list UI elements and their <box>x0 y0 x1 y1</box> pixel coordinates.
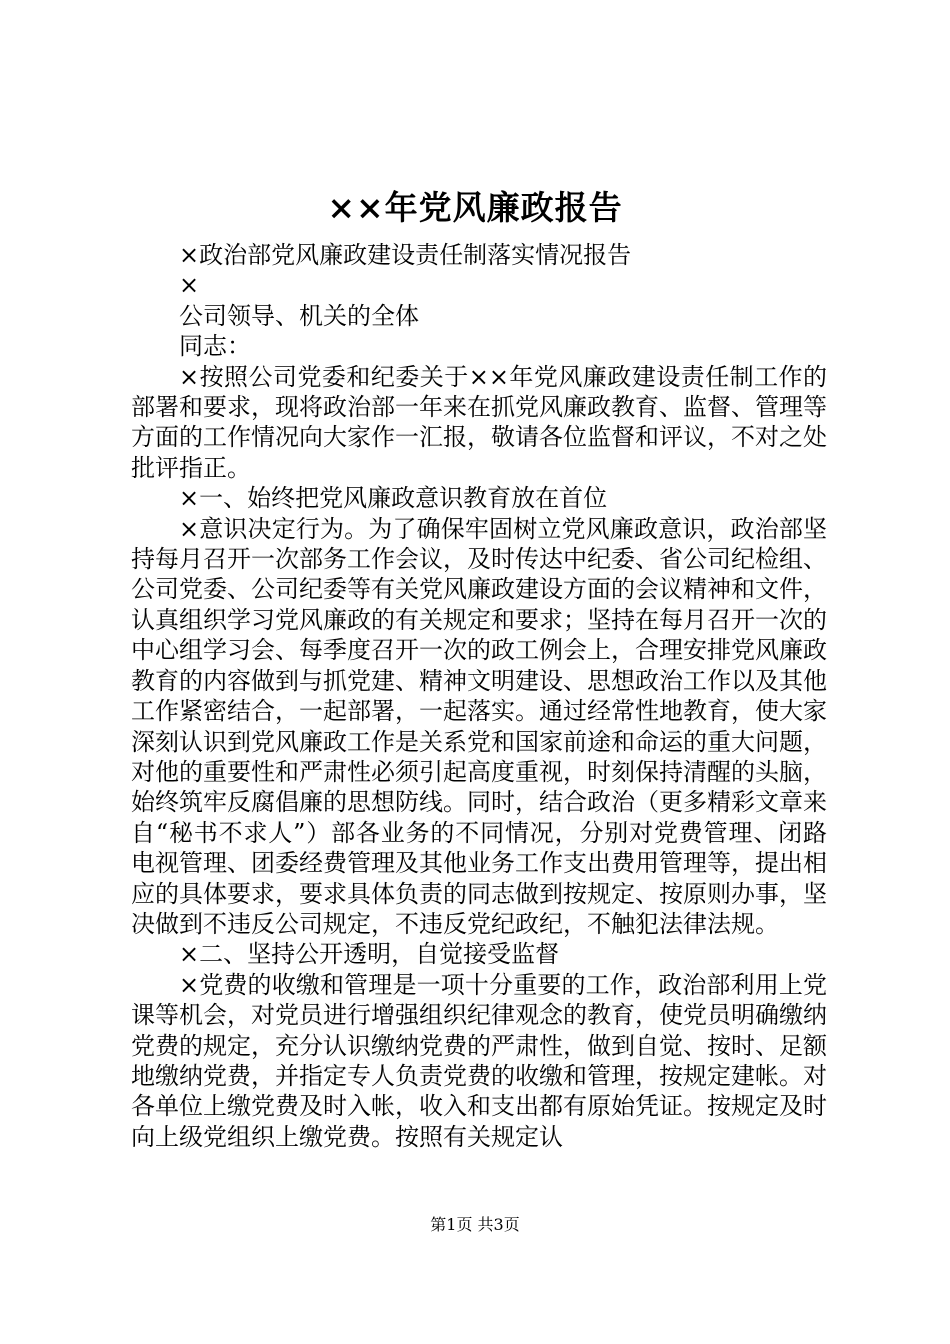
paragraph-section-1: ×意识决定行为。为了确保牢固树立党风廉政意识，政治部坚持每月召开一次部务工作会议，及时传达中纪委、省公司纪检组、公司党委、公司纪委等有关党风廉政建设方面的会议精神和文件，认真组织学习党风廉政的有关规定和要求；坚持在每月召开一次的中心组学习会、每季度召开一次的政工例会上，合理安排党风廉政教育的内容做到与抓党建、精神文明建设、思想政治工作以及其他工作紧密结合，一起部署，一起落实。通过经常性地教育，使大家深刻认识到党风廉政工作是关系党和国家前途和命运的重大问题，对他的重要性和严肃性必须引起高度重视，时刻保持清醒的头脑，始终筑牢反腐倡廉的思想防线。同时，结合政治（更多精彩文章来自“秘书不求人”）部各业务的不同情况，分别对党费管理、闭路电视管理、团委经费管理及其他业务工作支出费用管理等，提出相应的具体要求，要求具体负责的同志做到按规定、按原则办事，坚决做到不违反公司规定，不违反党纪政纪，不触犯法律法规。 <box>131 514 827 938</box>
paragraph-salutation: 同志： <box>179 332 251 361</box>
section-heading-1: ×一、始终把党风廉政意识教育放在首位 <box>179 484 608 513</box>
paragraph-addressee: 公司领导、机关的全体 <box>179 301 419 330</box>
paragraph-mark: × <box>179 271 200 300</box>
section-heading-2: ×二、坚持公开透明，自觉接受监督 <box>179 940 560 969</box>
document-body <box>131 240 827 1152</box>
document-title: ××年党风廉政报告 <box>327 188 623 227</box>
paragraph-section-2: ×党费的收缴和管理是一项十分重要的工作，政治部利用上党课等机会，对党员进行增强组织纪律观念的教育，使党员明确缴纳党费的规定，充分认识缴纳党费的严肃性，做到自觉、按时、足额地缴纳党费，并指定专人负责党费的收缴和管理，按规定建帐。对各单位上缴党费及时入帐，收入和支出都有原始凭证。按规定及时向上级党组织上缴党费。按照有关规定认 <box>131 970 827 1151</box>
paragraph-intro: ×按照公司党委和纪委关于××年党风廉政建设责任制工作的部署和要求，现将政治部一年来在抓党风廉政教育、监督、管理等方面的工作情况向大家作一汇报，敬请各位监督和评议，不对之处批评指正。 <box>131 362 827 482</box>
paragraph-subtitle: ×政治部党风廉政建设责任制落实情况报告 <box>179 241 632 269</box>
page-footer: 第1页 共3页 <box>430 1215 520 1234</box>
